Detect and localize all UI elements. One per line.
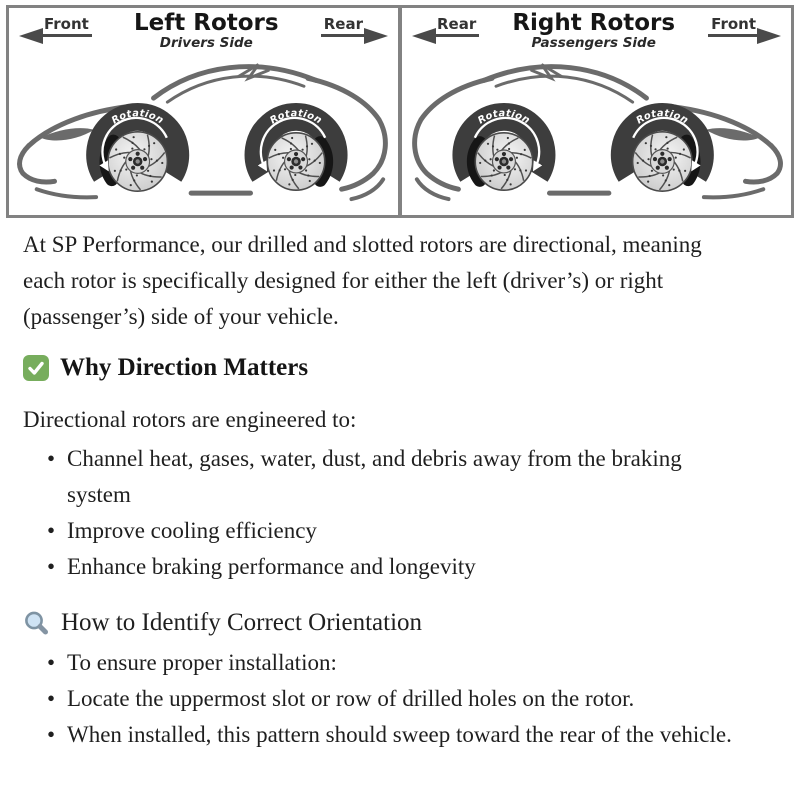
rotation-label: Rotation	[634, 108, 691, 127]
right-rotors-panel	[398, 8, 791, 215]
article-body	[0, 227, 800, 753]
panel-subtitle: Drivers Side	[159, 35, 253, 52]
left-panel-header	[9, 11, 398, 50]
list-item: • Channel heat, gases, water, dust, and debris away from the braking system	[67, 441, 751, 513]
installation-list	[23, 645, 760, 753]
rear-direction-indicator	[412, 17, 479, 37]
list-item: • Enhance braking performance and longevity	[67, 549, 751, 585]
panel-subtitle: Passengers Side	[531, 35, 656, 52]
identify-orientation-heading	[23, 604, 760, 642]
left-rotors-panel	[9, 8, 398, 215]
rotation-label: Rotation	[268, 108, 324, 127]
rotor-direction-diagram	[6, 5, 794, 218]
right-arrow-icon	[364, 28, 388, 44]
right-arrow-icon	[757, 28, 781, 44]
panel-title: Right Rotors	[512, 10, 676, 36]
direction-label: Rear	[321, 17, 366, 37]
direction-label: Front	[708, 17, 759, 37]
rotation-label: Rotation	[109, 108, 166, 127]
heading-text: Why Direction Matters	[60, 354, 309, 381]
front-direction-indicator	[19, 17, 92, 37]
direction-label: Rear	[434, 17, 479, 37]
left-arrow-icon	[19, 28, 43, 44]
rotation-label: Rotation	[476, 108, 532, 127]
list-item: • When installed, this pattern should sweep toward the rear of the vehicle.	[67, 717, 760, 753]
benefits-list	[23, 441, 751, 585]
left-arrow-icon	[412, 28, 436, 44]
panel-title: Left Rotors	[133, 10, 279, 36]
lead-paragraph: Directional rotors are engineered to:	[23, 407, 357, 432]
list-item: • Improve cooling efficiency	[67, 513, 751, 549]
intro-paragraph: At SP Performance, our drilled and slotted rotors are directional, meaning each rotor is specifically designed for either the left (driver’s) or right (passenger’s) side of your vehicle.	[23, 232, 702, 329]
why-direction-matters-heading	[23, 349, 760, 387]
right-panel-header	[402, 11, 791, 50]
check-icon	[23, 355, 49, 381]
heading-text: How to Identify Correct Orientation	[61, 609, 423, 636]
rear-direction-indicator	[321, 17, 388, 37]
front-direction-indicator	[708, 17, 781, 37]
list-item: • Locate the uppermost slot or row of drilled holes on the rotor.	[67, 681, 760, 717]
magnifier-icon	[23, 610, 50, 637]
list-item: • To ensure proper installation:	[67, 645, 760, 681]
direction-label: Front	[41, 17, 92, 37]
